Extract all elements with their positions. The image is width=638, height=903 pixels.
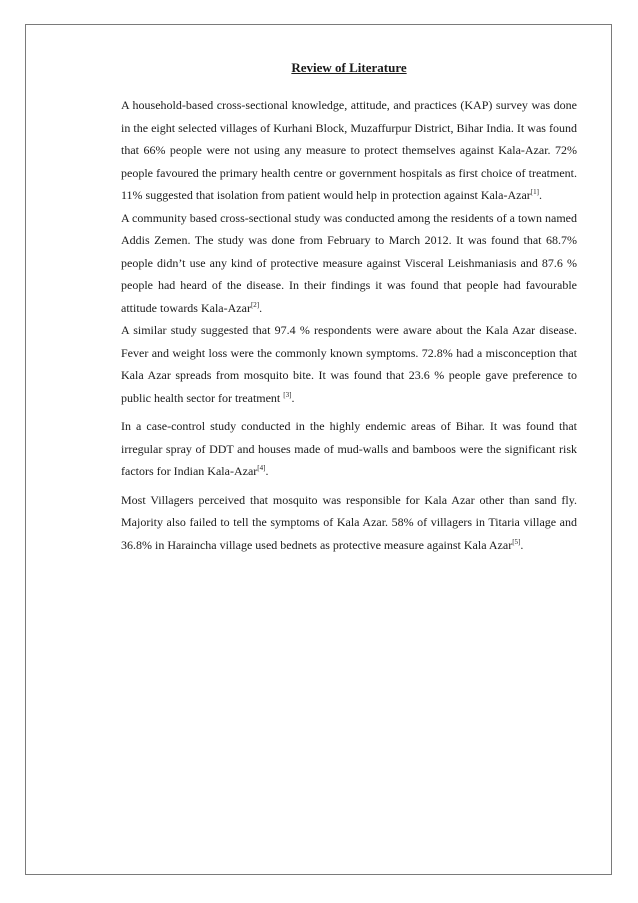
paragraph-end: . (538, 188, 542, 202)
paragraph-3 (121, 319, 577, 409)
paragraph-text: A similar study suggested that 97.4 % respondents were aware about the Kala Azar disease. Fever and weight loss were the commonly known symptoms. 72.8% had a misconception that Kala Azar spreads from mosquito bite. It was found that 23.6 % people gave preference to public health sector for treatment (121, 323, 577, 405)
paragraph-text: In a case-control study conducted in the highly endemic areas of Bihar. It was found that irregular spray of DDT and houses made of mud-walls and bamboos were the significant risk factors for Indian Kala-Azar (121, 419, 577, 478)
citation-ref: [5] (512, 537, 521, 546)
paragraph-text: Most Villagers perceived that mosquito was responsible for Kala Azar other than sand fly. Majority also failed to tell the symptoms of Kala Azar. 58% of villagers in Titaria village and 36.8% in Haraincha village used bednets as protective measure against Kala Azar (121, 492, 577, 552)
citation-ref: [4] (257, 464, 266, 472)
paragraph-5 (121, 489, 577, 557)
paragraph-text: A community based cross-sectional study was conducted among the residents of a town named Addis Zemen. The study was done from February to March 2012. It was found that 68.7% people didn’t use any kind of protective measure against Visceral Leishmaniasis and 87.6 % people had heard of the disease. In their findings it was found that people had favourable attitude towards Kala-Azar (121, 210, 577, 315)
citation-ref: [2] (250, 300, 260, 309)
citation-ref: [3] (283, 390, 292, 399)
paragraph-end: . (291, 390, 295, 405)
document-body (121, 59, 577, 556)
paragraph-2 (121, 207, 577, 320)
paragraph-end: . (265, 464, 269, 478)
paragraph-end: . (520, 537, 524, 552)
paragraph-end: . (259, 300, 263, 315)
paragraph-1 (121, 94, 577, 207)
paragraph-4 (121, 415, 577, 483)
paragraph-text: A household-based cross-sectional knowledge, attitude, and practices (KAP) survey was done in the eight selected villages of Kurhani Block, Muzaffurpur District, Bihar India. It was found that 66% people were not using any measure to protect themselves against Kala-Azar. 72% people favoured the primary health centre or government hospitals as first choice of treatment. 11% suggested that isolation from patient would help in protection against Kala-Azar (121, 98, 577, 202)
citation-ref: [1] (530, 188, 539, 196)
page-title: Review of Literature (291, 60, 407, 75)
